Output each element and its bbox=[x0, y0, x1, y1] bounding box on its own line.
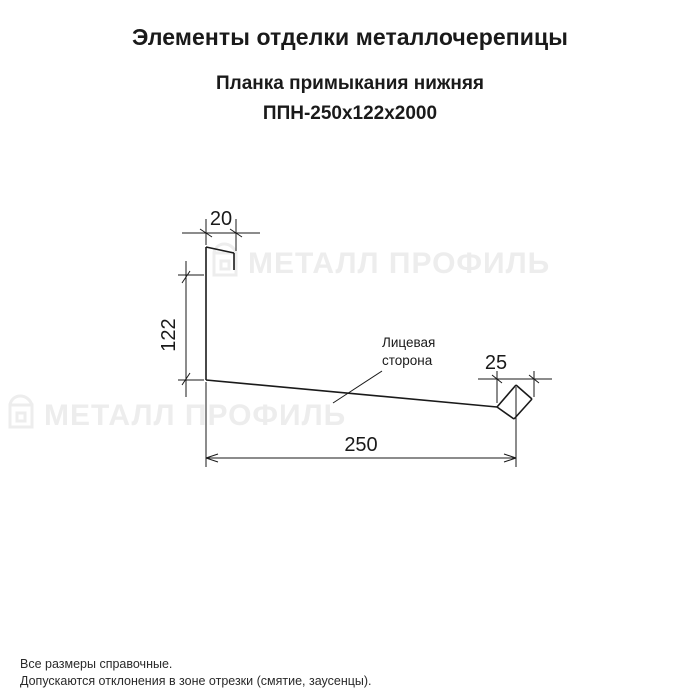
dimension-label-250: 250 bbox=[344, 434, 378, 456]
dimension-height bbox=[158, 261, 204, 397]
footer-note-1: Все размеры справочные. bbox=[20, 657, 173, 671]
annotation-line-1: Лицевая bbox=[382, 335, 436, 350]
watermark-top bbox=[214, 244, 550, 280]
footer-note-2: Допускаются отклонения в зоне отрезки (смятие, заусенцы). bbox=[20, 674, 372, 688]
watermark-bottom bbox=[10, 396, 346, 432]
drawing-svg bbox=[0, 175, 700, 545]
product-name: Планка примыкания нижняя bbox=[215, 73, 485, 94]
dimension-flange bbox=[478, 352, 552, 403]
face-side-annotation bbox=[333, 335, 435, 403]
technical-drawing bbox=[0, 175, 700, 545]
watermark-text-bottom: МЕТАЛЛ ПРОФИЛЬ bbox=[44, 399, 347, 432]
dimension-label-122: 122 bbox=[158, 318, 180, 352]
page-title: Элементы отделки металлочерепицы bbox=[131, 24, 568, 50]
watermark-text-top: МЕТАЛЛ ПРОФИЛЬ bbox=[248, 247, 551, 280]
dimension-label-20: 20 bbox=[209, 208, 233, 230]
product-code: ППН-250x122x2000 bbox=[262, 103, 438, 124]
dimension-label-25: 25 bbox=[484, 352, 508, 374]
footer-notes bbox=[20, 656, 680, 690]
title-block bbox=[0, 22, 700, 127]
annotation-line-2: сторона bbox=[382, 353, 433, 368]
